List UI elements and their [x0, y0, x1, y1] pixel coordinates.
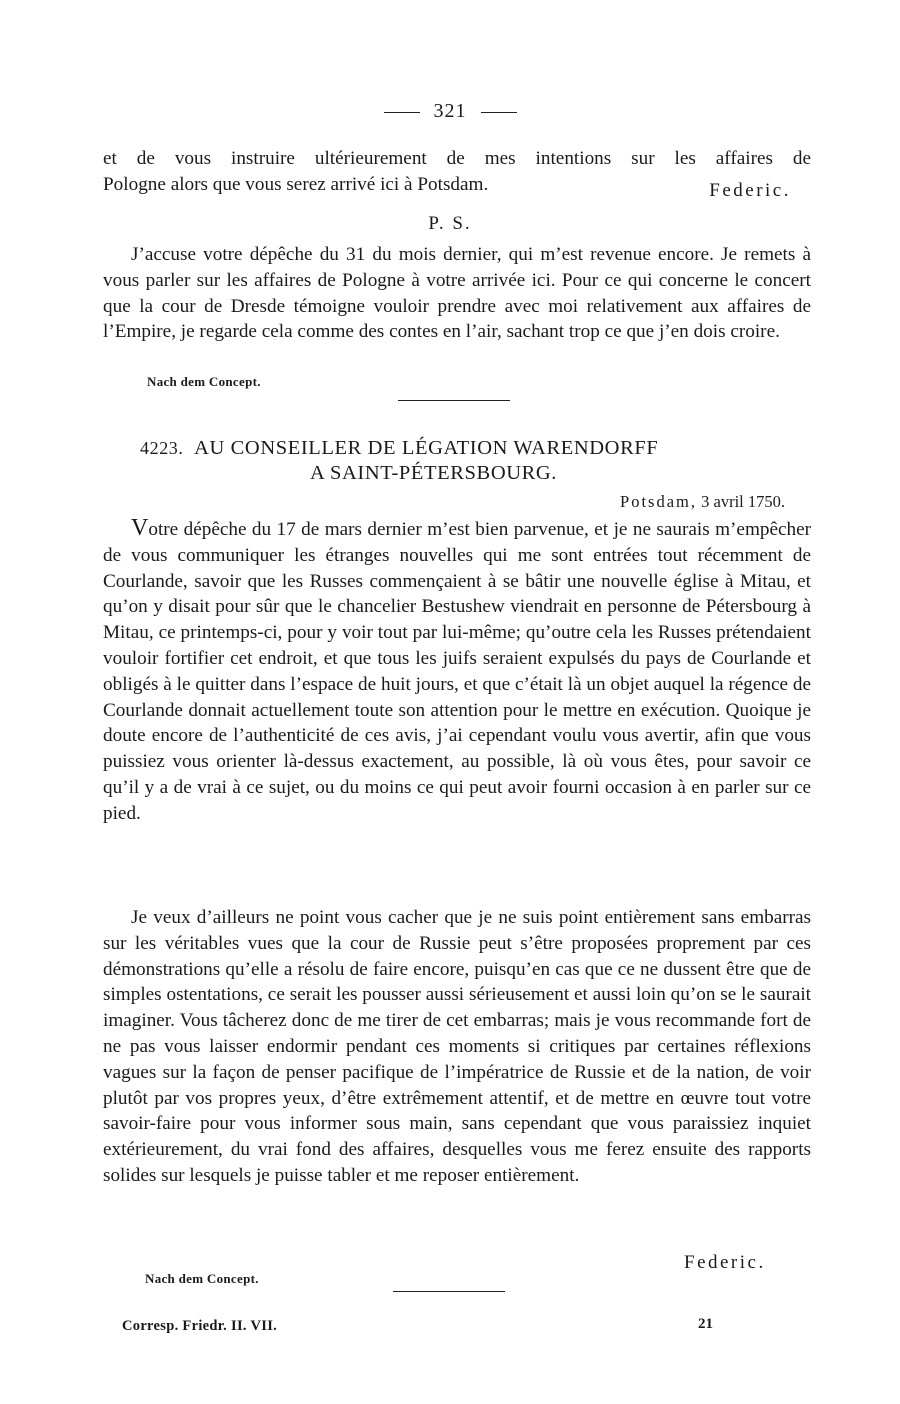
continuation-line-2-row	[103, 172, 811, 201]
source-note-first: Nach dem Concept.	[147, 374, 261, 389]
source-note-second: Nach dem Concept.	[145, 1271, 259, 1286]
date-value: 3 avril 1750.	[701, 492, 785, 511]
header-dash-left	[384, 112, 420, 113]
letter-paragraph-1-text: otre dépêche du 17 de mars dernier m’est bien parvenue, et je ne saurais m’empêcher de vous communiquer les étranges nouvelles qui me sont entrées tout récemment de Courlande, savoir que les Russes commençaient à se bâtir une nouvelle église à Mitau, et qu’on y disait pour sûr que le chancelier Bestushew viendrait en personne de Pétersbourg à Mitau, ce printemps-ci, pour y voir tout par lui-même; qu’outre cela les Russes prétendaient vouloir fortifier cet endroit, et que tous les juifs seraient expulsés du pays de Courlande et obligés à le quitter dans l’espace de huit jours, et que c’était là un objet auquel la régence de Courlande donnait actuellement toute son attention pour le mettre en exécution. Quoique je doute encore de l’authenticité de ces avis, j’ai cependant voulu vous avertir, afin que vous puissiez vous orienter là-dessus exactement, au possible, là où vous êtes, pour savoir ce qu’il y a de vrai à ce sujet, ou du moins ce qui peut avoir fourni occasion à en parler sur ce pied.	[103, 519, 811, 824]
letter-paragraph-2	[103, 905, 811, 1189]
header-dash-right	[481, 112, 517, 113]
page-header	[0, 100, 900, 123]
footer-signature-mark: 21	[698, 1316, 713, 1332]
section-divider-second	[393, 1291, 505, 1292]
document-heading	[140, 436, 780, 486]
footer-citation: Corresp. Friedr. II. VII.	[122, 1318, 278, 1334]
signature-second: Federic.	[684, 1252, 766, 1273]
section-divider-first	[398, 400, 510, 401]
letter-paragraph-1	[103, 516, 811, 827]
ps-paragraph: J’accuse votre dépêche du 31 du mois dernier, qui m’est revenue encore. Je remets à vous parler sur les affaires de Pologne à votre arrivée ici. Pour ce qui concerne le concert que la cour de Dresde témoigne vouloir prendre avec moi relativement aux affaires de l’Empire, je regarde cela comme des contes en l’air, sachant trop ce que j’en dois croire.	[103, 244, 811, 343]
date-place: Potsdam,	[620, 492, 697, 511]
page-number: 321	[433, 100, 467, 122]
signature-first: Federic.	[709, 179, 791, 201]
paragraph-initial: V	[131, 515, 149, 541]
document-number: 4223.	[140, 438, 184, 458]
continuation-line-1: et de vous instruire ultérieurement de mes intentions sur les affaires de	[103, 148, 811, 169]
dateline	[620, 492, 785, 512]
document-title-line1: AU CONSEILLER DE LÉGATION WARENDORFF	[194, 437, 659, 459]
previous-letter-ending	[103, 146, 811, 201]
letter-paragraph-2-text: Je veux d’ailleurs ne point vous cacher que je ne suis point entièrement sans embarras sur les véritables vues que la cour de Russie peut s’être proposées proprement par ces démonstrations qu’elle a résolu de faire encore, puisqu’en cas que ce ne dussent être que de simples ostentations, ce serait les pousser aussi sérieusement et aussi loin qu’on se le saurait imaginer. Vous tâcherez donc de me tirer de cet embarras; mais je vous recommande fort de ne pas vous laisser endormir pendant ces moments si critiques par certaines réflexions vagues sur la façon de penser pacifique de l’impératrice de Russie et de la nation, de voir plutôt par vos propres yeux, d’être extrêmement attentif, et de mettre en œuvre tout votre savoir-faire pour vous informer sous main, sans cependant que vous paraissiez inquiet extérieurement, du vrai fond des affaires, desquelles vous me ferez ensuite des rapports solides sur lesquels je puisse tabler et me reposer entièrement.	[103, 907, 811, 1186]
ps-heading: P. S.	[428, 213, 472, 234]
continuation-line-2: Pologne alors que vous serez arrivé ici à Potsdam.	[103, 173, 489, 195]
document-title-line2: A SAINT-PÉTERSBOURG.	[310, 462, 558, 484]
